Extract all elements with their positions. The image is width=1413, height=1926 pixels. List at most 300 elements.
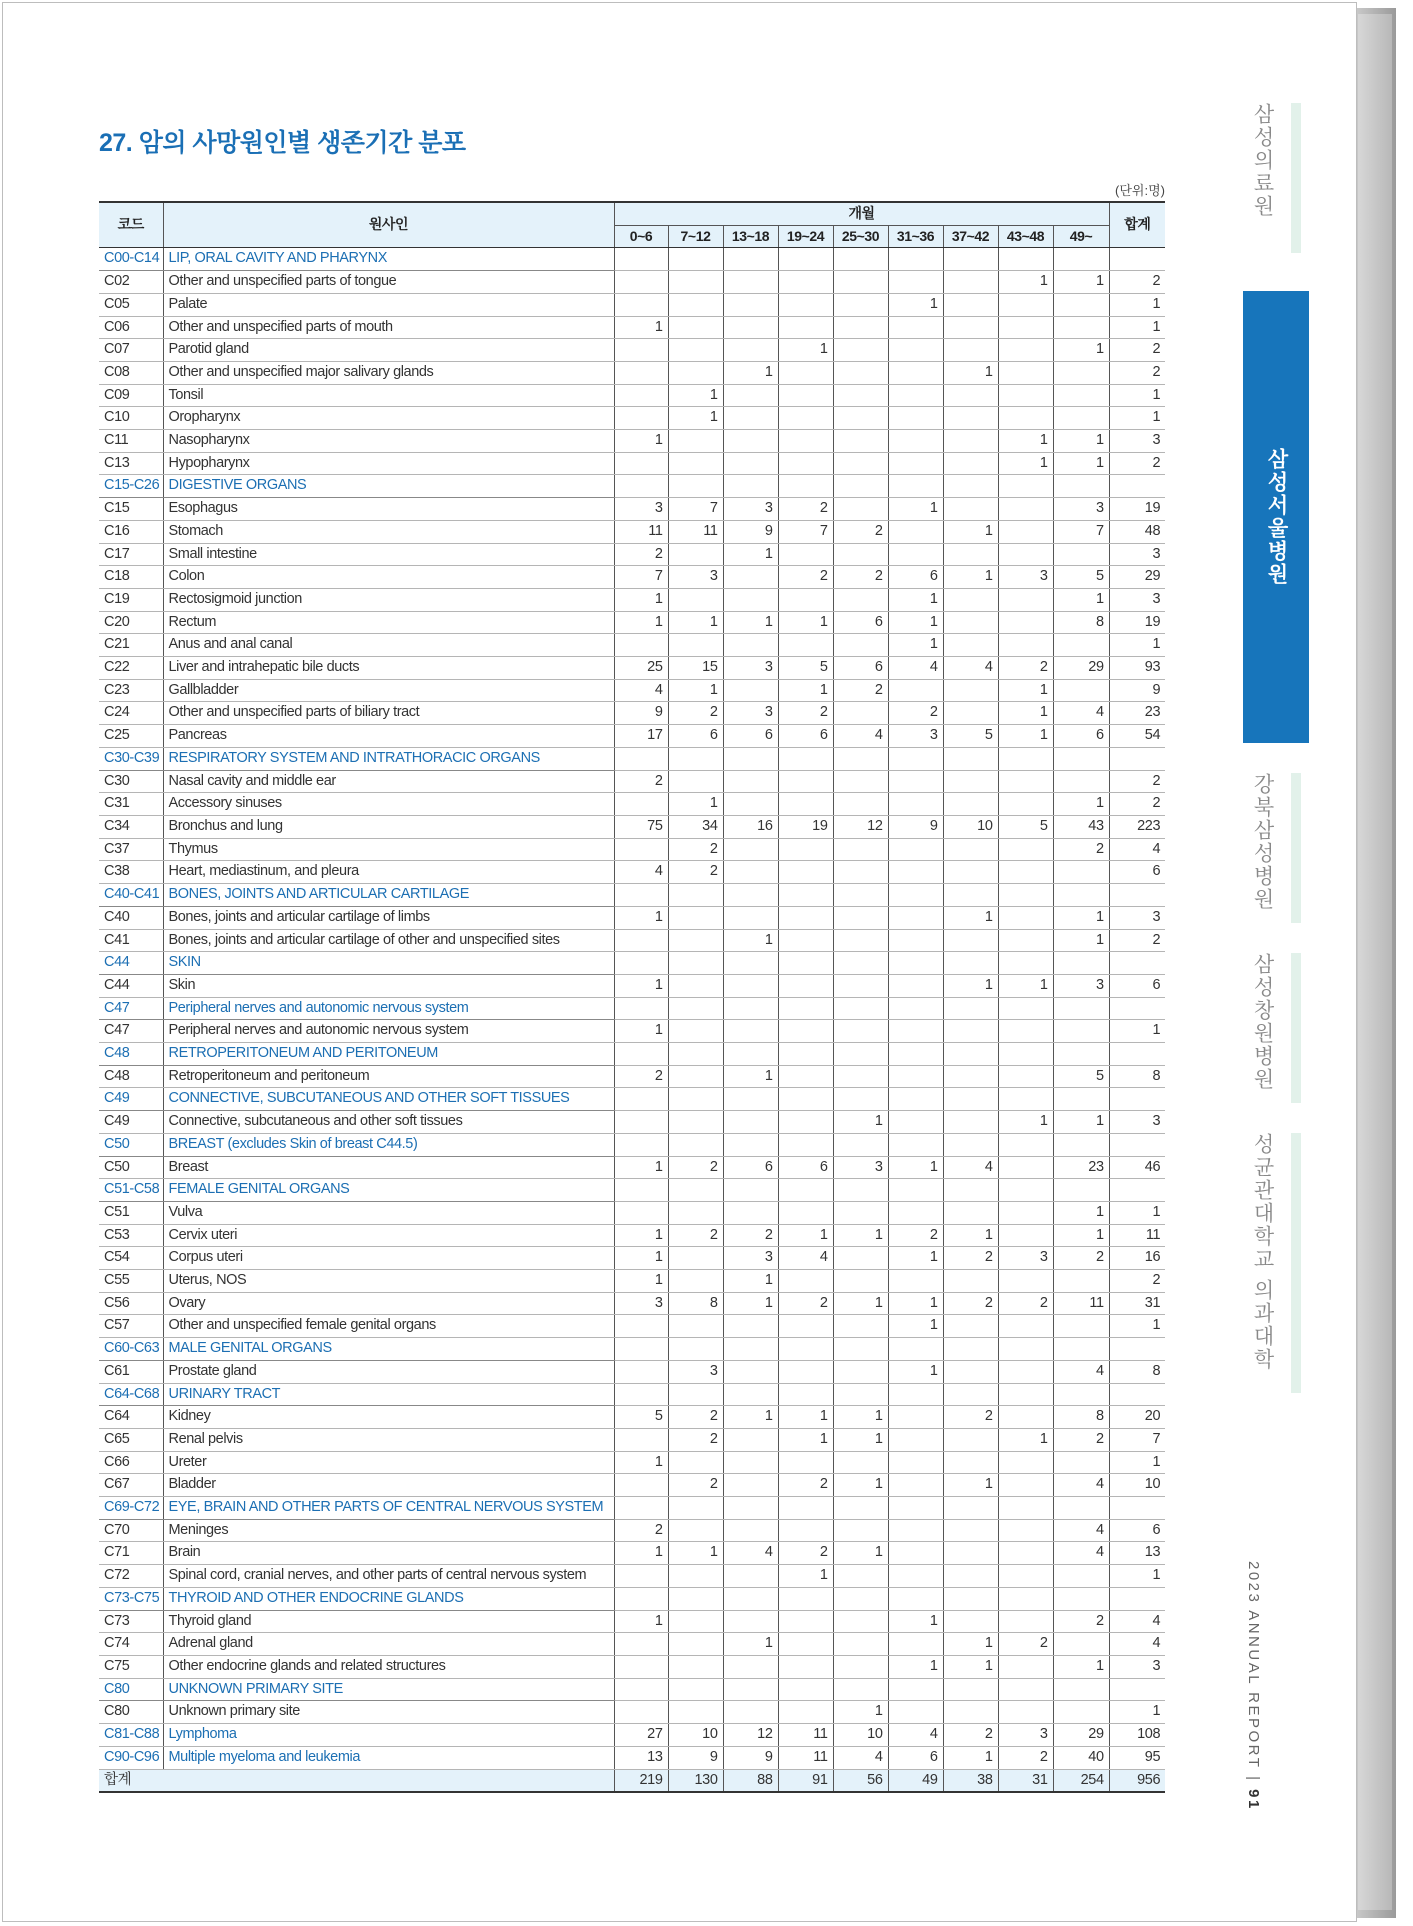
cell-count [723, 1383, 778, 1406]
cell-count [778, 1360, 833, 1383]
cell-count: 2 [614, 543, 668, 566]
table-row [99, 588, 1165, 611]
survival-table [99, 201, 1165, 1793]
table-row [99, 566, 1165, 589]
cell-count [668, 339, 723, 362]
cell-code: C17 [99, 543, 163, 566]
cell-cause: Brain [163, 1542, 614, 1565]
table-group-row [99, 248, 1165, 271]
cell-count: 7 [1053, 520, 1109, 543]
cell-count: 23 [1053, 1156, 1109, 1179]
cell-count [833, 1497, 888, 1520]
cell-code: C44 [99, 974, 163, 997]
cell-count [888, 1678, 943, 1701]
cell-count [778, 770, 833, 793]
cell-count: 2 [833, 566, 888, 589]
cell-count: 11 [1053, 1292, 1109, 1315]
cell-count: 2 [833, 679, 888, 702]
cell-count [998, 1156, 1053, 1179]
cell-count [668, 452, 723, 475]
cell-count [833, 1451, 888, 1474]
cell-count [888, 747, 943, 770]
cell-count [778, 1610, 833, 1633]
cell-count [723, 316, 778, 339]
cell-cause: Multiple myeloma and leukemia [163, 1746, 614, 1769]
cell-count: 2 [943, 1292, 998, 1315]
cell-count [943, 1043, 998, 1066]
table-row [99, 407, 1165, 430]
cell-count: 2 [998, 1292, 1053, 1315]
cell-total: 6 [1109, 974, 1165, 997]
page-title: 27. 암의 사망원인별 생존기간 분포 [99, 129, 466, 157]
cell-count [998, 929, 1053, 952]
cell-count [998, 1474, 1053, 1497]
table-row [99, 271, 1165, 294]
cell-cause: Peripheral nerves and autonomic nervous system [163, 997, 614, 1020]
cell-count: 4 [778, 1247, 833, 1270]
cell-count [668, 1701, 723, 1724]
cell-count [888, 906, 943, 929]
cell-code: C53 [99, 1224, 163, 1247]
cell-cause: Tonsil [163, 384, 614, 407]
cell-count [943, 952, 998, 975]
cell-count [998, 520, 1053, 543]
cell-count: 1 [1053, 906, 1109, 929]
cell-total: 2 [1109, 361, 1165, 384]
cell-count [833, 293, 888, 316]
table-group-row [99, 1724, 1165, 1747]
cell-count [668, 271, 723, 294]
cell-count [668, 588, 723, 611]
cell-count [833, 1043, 888, 1066]
cell-total: 1 [1109, 384, 1165, 407]
cell-count [1053, 884, 1109, 907]
cell-total: 54 [1109, 725, 1165, 748]
cell-count: 2 [943, 1406, 998, 1429]
cell-count: 6 [833, 657, 888, 680]
cell-count [1053, 475, 1109, 498]
cell-count [833, 475, 888, 498]
cell-cause: Rectosigmoid junction [163, 588, 614, 611]
cell-total: 20 [1109, 1406, 1165, 1429]
cell-count: 1 [888, 293, 943, 316]
cell-count: 1 [614, 1451, 668, 1474]
cell-count [998, 1270, 1053, 1293]
table-row [99, 725, 1165, 748]
sidebar-item-samsung-medical-center[interactable] [1241, 103, 1301, 253]
cell-count [1053, 543, 1109, 566]
cell-count [888, 1406, 943, 1429]
sidebar-item-label: 삼성창원병원 [1251, 953, 1274, 1091]
cell-count [723, 679, 778, 702]
cell-count [778, 1179, 833, 1202]
cell-count [833, 997, 888, 1020]
table-row [99, 1474, 1165, 1497]
table-total-row [99, 1769, 1165, 1792]
header-month-range: 43~48 [998, 225, 1053, 248]
cell-count [778, 1383, 833, 1406]
cell-count: 12 [723, 1724, 778, 1747]
cell-count [614, 407, 668, 430]
cell-count [943, 1542, 998, 1565]
cell-count [668, 1270, 723, 1293]
cell-code: C90-C96 [99, 1746, 163, 1769]
cell-count: 19 [778, 815, 833, 838]
cell-count [1053, 293, 1109, 316]
cell-total-count: 130 [668, 1769, 723, 1792]
cell-cause: Parotid gland [163, 339, 614, 362]
cell-count [723, 838, 778, 861]
cell-count: 1 [723, 1633, 778, 1656]
cell-cause: Thymus [163, 838, 614, 861]
sidebar-item-kangbuk-samsung-hospital[interactable] [1241, 773, 1301, 923]
cell-total [1109, 1383, 1165, 1406]
cell-code: C24 [99, 702, 163, 725]
cell-total: 29 [1109, 566, 1165, 589]
cell-count [943, 1497, 998, 1520]
cell-count [943, 1088, 998, 1111]
cell-count [1053, 634, 1109, 657]
cell-count [888, 838, 943, 861]
cell-count: 1 [1053, 452, 1109, 475]
cell-count [888, 1451, 943, 1474]
sidebar-item-samsung-seoul-hospital[interactable] [1243, 291, 1309, 743]
cell-code: C48 [99, 1065, 163, 1088]
table-row [99, 1633, 1165, 1656]
grand-total: 956 [1109, 1769, 1165, 1792]
cell-count: 1 [888, 1247, 943, 1270]
cell-count: 4 [833, 1746, 888, 1769]
cell-cause: BONES, JOINTS AND ARTICULAR CARTILAGE [163, 884, 614, 907]
cell-count [778, 1587, 833, 1610]
cell-cause: RETROPERITONEUM AND PERITONEUM [163, 1043, 614, 1066]
cell-count: 8 [1053, 1406, 1109, 1429]
cell-count [1053, 1043, 1109, 1066]
cell-count [998, 475, 1053, 498]
cell-count [778, 1043, 833, 1066]
cell-count: 1 [614, 1224, 668, 1247]
cell-count [778, 997, 833, 1020]
cell-count [833, 929, 888, 952]
cell-count [614, 1111, 668, 1134]
cell-count: 2 [614, 1065, 668, 1088]
cell-count [833, 452, 888, 475]
cell-count [723, 1428, 778, 1451]
cell-count [614, 1678, 668, 1701]
cell-count [778, 747, 833, 770]
cell-cause: Other endocrine glands and related structures [163, 1656, 614, 1679]
cell-count [998, 361, 1053, 384]
cell-count [943, 747, 998, 770]
sidebar-item-samsung-changwon-hospital[interactable] [1241, 953, 1301, 1103]
table-group-row [99, 1678, 1165, 1701]
cell-count [723, 1610, 778, 1633]
cell-total [1109, 1088, 1165, 1111]
cell-count [998, 1020, 1053, 1043]
cell-total: 10 [1109, 1474, 1165, 1497]
cell-count [998, 1179, 1053, 1202]
cell-total: 1 [1109, 1451, 1165, 1474]
cell-count: 1 [614, 430, 668, 453]
cell-cause: Connective, subcutaneous and other soft tissues [163, 1111, 614, 1134]
cell-cause: Stomach [163, 520, 614, 543]
cell-code: C80 [99, 1701, 163, 1724]
cell-count: 2 [778, 498, 833, 521]
cell-count: 1 [833, 1474, 888, 1497]
cell-count: 6 [723, 1156, 778, 1179]
cell-count: 1 [998, 974, 1053, 997]
cell-count [668, 770, 723, 793]
cell-count [943, 475, 998, 498]
cell-code: C56 [99, 1292, 163, 1315]
cell-count [998, 1338, 1053, 1361]
cell-count [888, 793, 943, 816]
cell-total [1109, 1678, 1165, 1701]
cell-count: 1 [1053, 1656, 1109, 1679]
cell-total [1109, 747, 1165, 770]
cell-count: 2 [778, 566, 833, 589]
cell-count: 8 [1053, 611, 1109, 634]
cell-count: 2 [1053, 838, 1109, 861]
cell-count: 34 [668, 815, 723, 838]
cell-count: 11 [778, 1724, 833, 1747]
cell-count [943, 1201, 998, 1224]
cell-cause: Nasopharynx [163, 430, 614, 453]
cell-code: C51 [99, 1201, 163, 1224]
cell-count [998, 1133, 1053, 1156]
cell-code: C60-C63 [99, 1338, 163, 1361]
cell-code: C55 [99, 1270, 163, 1293]
cell-count [888, 1701, 943, 1724]
sidebar-item-label: 삼성서울병원 [1265, 448, 1288, 586]
table-row [99, 815, 1165, 838]
cell-count [998, 1360, 1053, 1383]
cell-count [888, 520, 943, 543]
cell-cause: Accessory sinuses [163, 793, 614, 816]
cell-count [943, 1383, 998, 1406]
cell-count: 1 [943, 974, 998, 997]
cell-count: 3 [614, 1292, 668, 1315]
cell-count: 8 [668, 1292, 723, 1315]
cell-code: C72 [99, 1565, 163, 1588]
cell-code: C18 [99, 566, 163, 589]
cell-total [1109, 884, 1165, 907]
cell-code: C48 [99, 1043, 163, 1066]
cell-count [998, 1678, 1053, 1701]
cell-count [668, 634, 723, 657]
cell-count: 6 [833, 611, 888, 634]
cell-count [833, 271, 888, 294]
cell-count [998, 339, 1053, 362]
cell-code: C47 [99, 1020, 163, 1043]
cell-total: 3 [1109, 906, 1165, 929]
cell-count: 6 [1053, 725, 1109, 748]
cell-count [833, 248, 888, 271]
cell-count: 1 [888, 1656, 943, 1679]
cell-count [778, 1020, 833, 1043]
cell-count [668, 361, 723, 384]
cell-count [723, 384, 778, 407]
cell-count [833, 430, 888, 453]
cell-count: 2 [1053, 1247, 1109, 1270]
cell-count: 1 [778, 1224, 833, 1247]
cell-code: C38 [99, 861, 163, 884]
cell-cause: Anus and anal canal [163, 634, 614, 657]
cell-count [668, 248, 723, 271]
cell-count [723, 1678, 778, 1701]
cell-total: 108 [1109, 1724, 1165, 1747]
cell-count: 4 [943, 657, 998, 680]
cell-count: 1 [998, 1428, 1053, 1451]
cell-count [833, 1088, 888, 1111]
cell-cause: DIGESTIVE ORGANS [163, 475, 614, 498]
cell-count [1053, 997, 1109, 1020]
table-group-row [99, 1746, 1165, 1769]
cell-count [888, 475, 943, 498]
sidebar-item-skku-medicine[interactable] [1241, 1133, 1301, 1393]
cell-count [943, 1519, 998, 1542]
cell-count [778, 1656, 833, 1679]
cell-count [943, 339, 998, 362]
cell-count: 3 [723, 1247, 778, 1270]
cell-count [1053, 1383, 1109, 1406]
cell-count: 1 [614, 1156, 668, 1179]
table-row [99, 543, 1165, 566]
cell-count: 1 [888, 1156, 943, 1179]
cell-count: 43 [1053, 815, 1109, 838]
cell-total: 8 [1109, 1360, 1165, 1383]
cell-total: 93 [1109, 657, 1165, 680]
cell-count [723, 770, 778, 793]
cell-count [943, 430, 998, 453]
sidebar-item-label: 성균관대학교 의과대학 [1251, 1133, 1274, 1371]
cell-count [1053, 679, 1109, 702]
cell-count: 16 [723, 815, 778, 838]
cell-count [614, 747, 668, 770]
cell-cause: BREAST (excludes Skin of breast C44.5) [163, 1133, 614, 1156]
cell-count: 1 [998, 725, 1053, 748]
cell-count [943, 384, 998, 407]
cell-count [833, 1587, 888, 1610]
cell-cause: Kidney [163, 1406, 614, 1429]
annual-report-label [1245, 1561, 1262, 1811]
cell-count [668, 997, 723, 1020]
cell-cause: EYE, BRAIN AND OTHER PARTS OF CENTRAL NERVOUS SYSTEM [163, 1497, 614, 1520]
cell-count [778, 1451, 833, 1474]
cell-count [998, 1497, 1053, 1520]
cell-count [888, 452, 943, 475]
unit-label: (단위:명) [1115, 183, 1165, 198]
header-month-range: 0~6 [614, 225, 668, 248]
cell-cause: Bones, joints and articular cartilage of other and unspecified sites [163, 929, 614, 952]
cell-count [888, 770, 943, 793]
cell-total-count: 31 [998, 1769, 1053, 1792]
cell-count [668, 1383, 723, 1406]
cell-count [833, 1065, 888, 1088]
cell-cause: Ovary [163, 1292, 614, 1315]
cell-count: 15 [668, 657, 723, 680]
cell-count [833, 634, 888, 657]
cell-count [723, 1133, 778, 1156]
cell-count [998, 1201, 1053, 1224]
cell-count [614, 997, 668, 1020]
cell-count [833, 1133, 888, 1156]
cell-count [778, 452, 833, 475]
cell-total [1109, 1497, 1165, 1520]
cell-count [943, 452, 998, 475]
cell-count [1053, 1270, 1109, 1293]
cell-count [943, 679, 998, 702]
cell-count [668, 1179, 723, 1202]
cell-count [833, 1519, 888, 1542]
cell-count [998, 407, 1053, 430]
table-body [99, 248, 1165, 1792]
cell-count [778, 1701, 833, 1724]
cell-total: 1 [1109, 407, 1165, 430]
cell-count: 7 [614, 566, 668, 589]
cell-count [943, 1587, 998, 1610]
cell-count [833, 1656, 888, 1679]
cell-code: C64 [99, 1406, 163, 1429]
cell-count [614, 1360, 668, 1383]
cell-count [778, 1678, 833, 1701]
cell-count [723, 1701, 778, 1724]
cell-count: 5 [614, 1406, 668, 1429]
cell-count [943, 543, 998, 566]
table-row [99, 1224, 1165, 1247]
cell-total: 3 [1109, 1111, 1165, 1134]
cell-count [888, 1111, 943, 1134]
cell-total: 3 [1109, 430, 1165, 453]
cell-total [1109, 1179, 1165, 1202]
table-row [99, 1428, 1165, 1451]
table-group-row [99, 1587, 1165, 1610]
sidebar-item-accent [1291, 773, 1301, 923]
cell-count [723, 1451, 778, 1474]
table-row [99, 861, 1165, 884]
cell-total: 1 [1109, 1565, 1165, 1588]
cell-code: C19 [99, 588, 163, 611]
cell-count [668, 1633, 723, 1656]
separator: | [1245, 1776, 1262, 1790]
cell-count [668, 747, 723, 770]
report-title: 2023 ANNUAL REPORT [1245, 1561, 1262, 1770]
cell-count: 3 [998, 566, 1053, 589]
cell-count [1053, 384, 1109, 407]
page-edge-shadow-inner [1358, 14, 1392, 1910]
cell-count [998, 316, 1053, 339]
cell-count [778, 588, 833, 611]
cell-count [998, 1065, 1053, 1088]
cell-count: 5 [1053, 566, 1109, 589]
cell-count: 1 [668, 611, 723, 634]
cell-count: 3 [1053, 498, 1109, 521]
cell-count: 1 [998, 1111, 1053, 1134]
cell-cause: Peripheral nerves and autonomic nervous system [163, 1020, 614, 1043]
cell-count [668, 952, 723, 975]
cell-count [778, 293, 833, 316]
cell-count: 2 [668, 1474, 723, 1497]
cell-cause: Esophagus [163, 498, 614, 521]
cell-count [888, 1179, 943, 1202]
sidebar-item-accent [1291, 1133, 1301, 1393]
cell-count [668, 1020, 723, 1043]
table-row [99, 1020, 1165, 1043]
cell-count [943, 702, 998, 725]
cell-count [723, 861, 778, 884]
table-row [99, 339, 1165, 362]
cell-cause: Vulva [163, 1201, 614, 1224]
